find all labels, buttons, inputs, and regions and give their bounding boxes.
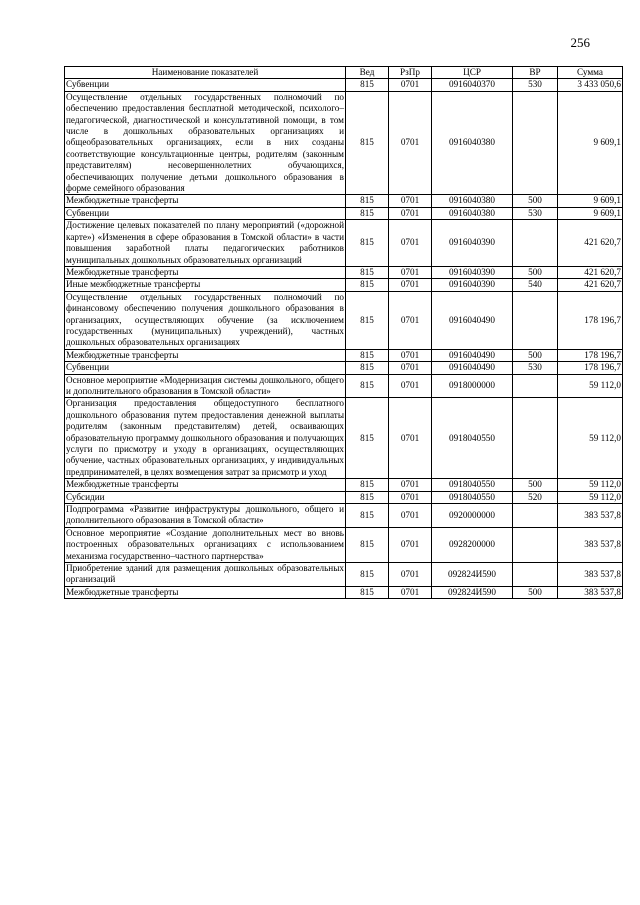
column-header-vr: ВР bbox=[513, 67, 558, 79]
cell-rzpr: 0701 bbox=[389, 479, 432, 491]
cell-vr: 540 bbox=[513, 279, 558, 291]
cell-name: Межбюджетные трансферты bbox=[65, 586, 346, 598]
cell-name: Межбюджетные трансферты bbox=[65, 349, 346, 361]
page-number: 256 bbox=[570, 35, 590, 50]
cell-rzpr: 0701 bbox=[389, 491, 432, 503]
cell-vr bbox=[513, 563, 558, 587]
cell-csr: 0918000000 bbox=[432, 374, 513, 398]
cell-vr: 530 bbox=[513, 207, 558, 219]
cell-vr: 500 bbox=[513, 349, 558, 361]
cell-vr: 500 bbox=[513, 586, 558, 598]
cell-ved: 815 bbox=[346, 527, 389, 562]
budget-table bbox=[64, 66, 623, 599]
cell-name: Достижение целевых показателей по плану мероприятий («дорожной карте») «Изменения в сфере образования в Томской области» в части повышения заработной платы педагогических работников муниципальных дошкольных образовательных организаций bbox=[66, 220, 344, 265]
cell-csr: 0918040550 bbox=[432, 479, 513, 491]
cell-ved: 815 bbox=[346, 220, 389, 267]
cell-rzpr: 0701 bbox=[389, 504, 432, 528]
cell-sum: 383 537,8 bbox=[558, 504, 623, 528]
cell-csr: 0916040390 bbox=[432, 279, 513, 291]
cell-name: Субвенции bbox=[65, 79, 346, 91]
cell-csr: 0918040550 bbox=[432, 398, 513, 479]
cell-csr: 092824И590 bbox=[432, 586, 513, 598]
table-row bbox=[65, 374, 623, 398]
cell-name: Приобретение зданий для размещения дошкольных образовательных организаций bbox=[66, 563, 344, 585]
table-row bbox=[65, 362, 623, 374]
cell-name: Подпрограмма «Развитие инфраструктуры дошкольного, общего и дополнительного образования в Томской области» bbox=[66, 504, 344, 526]
table-row bbox=[65, 79, 623, 91]
cell-name: Организация предоставления общедоступного бесплатного дошкольного образования путем предоставления денежной выплаты родителям (законным представителям) детей, осваивающих образовательную программу дошкольного образования и получающих услуги по присмотру и уходу в организациях, осуществляющих обучение, частных образовательных организациях, у индивидуальных предпринимателей, в целях возмещения затрат за присмотр и уход bbox=[66, 398, 344, 477]
cell-csr: 0916040380 bbox=[432, 195, 513, 207]
table-row bbox=[65, 291, 623, 349]
cell-vr bbox=[513, 398, 558, 479]
cell-vr: 500 bbox=[513, 266, 558, 278]
table-row bbox=[65, 398, 623, 479]
table-row bbox=[65, 527, 623, 562]
cell-vr bbox=[513, 504, 558, 528]
cell-rzpr: 0701 bbox=[389, 527, 432, 562]
cell-rzpr: 0701 bbox=[389, 207, 432, 219]
table-row bbox=[65, 349, 623, 361]
cell-rzpr: 0701 bbox=[389, 374, 432, 398]
cell-ved: 815 bbox=[346, 79, 389, 91]
cell-ved: 815 bbox=[346, 291, 389, 349]
table-row bbox=[65, 279, 623, 291]
cell-ved: 815 bbox=[346, 207, 389, 219]
cell-rzpr: 0701 bbox=[389, 91, 432, 195]
cell-csr: 0916040490 bbox=[432, 362, 513, 374]
cell-rzpr: 0701 bbox=[389, 349, 432, 361]
column-header-rzpr: РзПр bbox=[389, 67, 432, 79]
cell-ved: 815 bbox=[346, 279, 389, 291]
cell-sum: 59 112,0 bbox=[558, 398, 623, 479]
cell-sum: 421 620,7 bbox=[558, 220, 623, 267]
cell-name: Межбюджетные трансферты bbox=[65, 479, 346, 491]
table-row bbox=[65, 563, 623, 587]
table-row bbox=[65, 91, 623, 195]
cell-csr: 0916040380 bbox=[432, 91, 513, 195]
column-header-name: Наименование показателей bbox=[65, 67, 346, 79]
table-header-row bbox=[65, 67, 623, 79]
cell-csr: 0916040380 bbox=[432, 207, 513, 219]
cell-ved: 815 bbox=[346, 362, 389, 374]
cell-sum: 59 112,0 bbox=[558, 479, 623, 491]
cell-name: Межбюджетные трансферты bbox=[65, 266, 346, 278]
cell-vr: 500 bbox=[513, 479, 558, 491]
table-row bbox=[65, 491, 623, 503]
cell-name: Иные межбюджетные трансферты bbox=[65, 279, 346, 291]
cell-rzpr: 0701 bbox=[389, 79, 432, 91]
table-row bbox=[65, 586, 623, 598]
cell-sum: 9 609,1 bbox=[558, 195, 623, 207]
cell-name: Субсидии bbox=[65, 491, 346, 503]
column-header-sum: Сумма bbox=[558, 67, 623, 79]
cell-ved: 815 bbox=[346, 479, 389, 491]
table-row bbox=[65, 479, 623, 491]
table-row bbox=[65, 207, 623, 219]
cell-name: Межбюджетные трансферты bbox=[65, 195, 346, 207]
cell-rzpr: 0701 bbox=[389, 291, 432, 349]
cell-ved: 815 bbox=[346, 349, 389, 361]
cell-sum: 383 537,8 bbox=[558, 586, 623, 598]
cell-sum: 3 433 050,6 bbox=[558, 79, 623, 91]
cell-name: Основное мероприятие «Создание дополнительных мест во вновь построенных образовательных организациях с использованием механизма государственно–частного партнерства» bbox=[66, 527, 344, 561]
cell-csr: 0916040490 bbox=[432, 349, 513, 361]
cell-vr bbox=[513, 291, 558, 349]
table-row bbox=[65, 266, 623, 278]
cell-sum: 383 537,8 bbox=[558, 563, 623, 587]
cell-sum: 421 620,7 bbox=[558, 279, 623, 291]
cell-sum: 59 112,0 bbox=[558, 374, 623, 398]
cell-vr: 530 bbox=[513, 79, 558, 91]
cell-vr bbox=[513, 374, 558, 398]
cell-ved: 815 bbox=[346, 266, 389, 278]
cell-csr: 0920000000 bbox=[432, 504, 513, 528]
cell-csr: 0916040490 bbox=[432, 291, 513, 349]
cell-rzpr: 0701 bbox=[389, 398, 432, 479]
cell-rzpr: 0701 bbox=[389, 563, 432, 587]
cell-ved: 815 bbox=[346, 491, 389, 503]
cell-vr: 530 bbox=[513, 362, 558, 374]
cell-sum: 178 196,7 bbox=[558, 291, 623, 349]
table-row bbox=[65, 220, 623, 267]
cell-rzpr: 0701 bbox=[389, 279, 432, 291]
cell-vr: 520 bbox=[513, 491, 558, 503]
cell-rzpr: 0701 bbox=[389, 266, 432, 278]
cell-ved: 815 bbox=[346, 563, 389, 587]
cell-name: Субвенции bbox=[65, 207, 346, 219]
cell-ved: 815 bbox=[346, 195, 389, 207]
cell-name: Субвенции bbox=[65, 362, 346, 374]
cell-ved: 815 bbox=[346, 398, 389, 479]
column-header-csr: ЦСР bbox=[432, 67, 513, 79]
cell-rzpr: 0701 bbox=[389, 220, 432, 267]
cell-ved: 815 bbox=[346, 91, 389, 195]
table-body bbox=[65, 79, 623, 599]
cell-rzpr: 0701 bbox=[389, 195, 432, 207]
cell-sum: 421 620,7 bbox=[558, 266, 623, 278]
cell-vr bbox=[513, 527, 558, 562]
cell-csr: 092824И590 bbox=[432, 563, 513, 587]
cell-sum: 178 196,7 bbox=[558, 349, 623, 361]
cell-csr: 0928200000 bbox=[432, 527, 513, 562]
table-row bbox=[65, 504, 623, 528]
cell-csr: 0916040390 bbox=[432, 266, 513, 278]
cell-csr: 0916040370 bbox=[432, 79, 513, 91]
cell-sum: 178 196,7 bbox=[558, 362, 623, 374]
cell-rzpr: 0701 bbox=[389, 586, 432, 598]
cell-sum: 9 609,1 bbox=[558, 91, 623, 195]
cell-rzpr: 0701 bbox=[389, 362, 432, 374]
cell-vr bbox=[513, 220, 558, 267]
cell-sum: 383 537,8 bbox=[558, 527, 623, 562]
cell-csr: 0918040550 bbox=[432, 491, 513, 503]
column-header-ved: Вед bbox=[346, 67, 389, 79]
cell-name: Осуществление отдельных государственных полномочий по финансовому обеспечению получения дошкольного образования в организациях, осуществляющих обучение (за исключением государственных (муниципальных) учреждений), частных дошкольных образовательных организациях bbox=[66, 291, 344, 348]
cell-sum: 9 609,1 bbox=[558, 207, 623, 219]
cell-sum: 59 112,0 bbox=[558, 491, 623, 503]
cell-vr: 500 bbox=[513, 195, 558, 207]
cell-ved: 815 bbox=[346, 504, 389, 528]
cell-name: Осуществление отдельных государственных полномочий по обеспечению предоставления бесплатной методической, психолого–педагогической, диагностической и консультативной помощи, в том числе в дошкольных образовательных организациях и общеобразовательных организациях, если в них созданы соответствующие консультационные центры, родителям (законным представителям) несовершеннолетних обучающихся, обеспечивающих получение детьми дошкольного образования в форме семейного образования bbox=[66, 91, 344, 194]
table-row bbox=[65, 195, 623, 207]
cell-ved: 815 bbox=[346, 586, 389, 598]
cell-vr bbox=[513, 91, 558, 195]
cell-csr: 0916040390 bbox=[432, 220, 513, 267]
cell-name: Основное мероприятие «Модернизация системы дошкольного, общего и дополнительного образования в Томской области» bbox=[66, 374, 344, 396]
cell-ved: 815 bbox=[346, 374, 389, 398]
